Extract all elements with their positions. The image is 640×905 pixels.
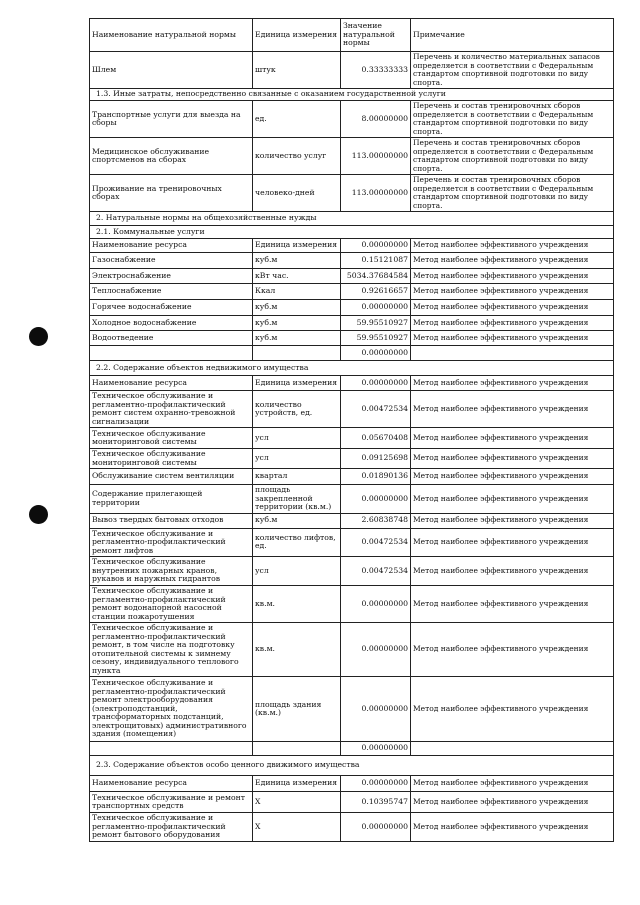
section-row: [90, 212, 614, 226]
cell-unit: количество лифтов, ед.: [253, 528, 341, 557]
table-row: [90, 101, 614, 138]
table-row: [90, 776, 614, 792]
cell-value: 0.00472534: [341, 557, 411, 586]
cell-value: 0.00000000: [341, 485, 411, 514]
table-row: [90, 253, 614, 269]
table-row: [90, 557, 614, 586]
cell-note: Метод наиболее эффективного учреждения: [411, 284, 614, 300]
cell-name: Обслуживание систем вентиляции: [90, 469, 253, 485]
cell-note: Метод наиболее эффективного учреждения: [411, 316, 614, 331]
cell-unit: человеко-дней: [253, 175, 341, 212]
table-row: [90, 138, 614, 175]
cell-note: Перечень и состав тренировочных сборов определяется в соответствии с Федеральным стандартом спортивной подготовки по виду спорта.: [411, 175, 614, 212]
cell-note: Метод наиболее эффективного учреждения: [411, 528, 614, 557]
cell-unit: [253, 742, 341, 756]
cell-note: Метод наиболее эффективного учреждения: [411, 813, 614, 842]
cell-value: 8.00000000: [341, 101, 411, 138]
section-title: 2. Натуральные нормы на общехозяйственные нужды: [90, 212, 614, 226]
cell-value: 0.00000000: [341, 239, 411, 253]
table-row: [90, 346, 614, 361]
table-row: [90, 284, 614, 300]
cell-unit: Единица измерения: [253, 376, 341, 391]
table-row: [90, 813, 614, 842]
cell-name: Техническое обслуживание и регламентно-профилактический ремонт водонапорной насосной станции пожаротушения: [90, 586, 253, 623]
cell-note: Метод наиболее эффективного учреждения: [411, 428, 614, 449]
cell-value: 0.00000000: [341, 376, 411, 391]
cell-name: Вывоз твердых бытовых отходов: [90, 513, 253, 528]
header-value: Значение натуральной нормы: [341, 19, 411, 52]
table-row: [90, 792, 614, 813]
cell-value: 2.60838748: [341, 513, 411, 528]
table-row: [90, 175, 614, 212]
cell-name: Техническое обслуживание мониторинговой системы: [90, 449, 253, 469]
cell-note: Перечень и состав тренировочных сборов определяется в соответствии с Федеральным стандартом спортивной подготовки по виду спорта.: [411, 101, 614, 138]
cell-name: Наименование ресурса: [90, 239, 253, 253]
cell-unit: усл: [253, 428, 341, 449]
cell-unit: усл: [253, 449, 341, 469]
cell-value: 0.00472534: [341, 528, 411, 557]
section-row: [90, 756, 614, 776]
cell-name: Техническое обслуживание внутренних пожарных кранов, рукавов и наружных гидрантов: [90, 557, 253, 586]
cell-note: Метод наиболее эффективного учреждения: [411, 269, 614, 284]
cell-name: Техническое обслуживание и регламентно-профилактический ремонт лифтов: [90, 528, 253, 557]
cell-name: Техническое обслуживание мониторинговой системы: [90, 428, 253, 449]
cell-unit: площадь закрепленной территории (кв.м.): [253, 485, 341, 514]
cell-name: Наименование ресурса: [90, 776, 253, 792]
cell-unit: усл: [253, 557, 341, 586]
cell-note: Перечень и состав тренировочных сборов определяется в соответствии с Федеральным стандартом спортивной подготовки по виду спорта.: [411, 138, 614, 175]
cell-value: 0.00000000: [341, 813, 411, 842]
cell-name: Содержание прилегающей территории: [90, 485, 253, 514]
cell-unit: количество устройств, ед.: [253, 391, 341, 428]
section-title: 2.1. Коммунальные услуги: [90, 226, 614, 239]
cell-note: Метод наиболее эффективного учреждения: [411, 677, 614, 742]
table-row: [90, 300, 614, 316]
cell-name: Проживание на тренировочных сборах: [90, 175, 253, 212]
table-row: [90, 586, 614, 623]
cell-unit: куб.м: [253, 300, 341, 316]
cell-note: Метод наиболее эффективного учреждения: [411, 449, 614, 469]
cell-name: Холодное водоснабжение: [90, 316, 253, 331]
cell-name: Техническое обслуживание и ремонт транспортных средств: [90, 792, 253, 813]
cell-value: 0.15121087: [341, 253, 411, 269]
cell-name: Техническое обслуживание и регламентно-профилактический ремонт электрооборудования (электроподстанций, трансформаторных подстанций, электрощитовых) административного здания (помещения): [90, 677, 253, 742]
cell-unit: куб.м: [253, 513, 341, 528]
cell-unit: [253, 346, 341, 361]
table-row: [90, 623, 614, 677]
cell-note: Метод наиболее эффективного учреждения: [411, 331, 614, 346]
cell-value: 0.33333333: [341, 52, 411, 89]
cell-name: Шлем: [90, 52, 253, 89]
cell-value: 0.00000000: [341, 677, 411, 742]
table-row: [90, 316, 614, 331]
cell-name: Горячее водоснабжение: [90, 300, 253, 316]
cell-note: Метод наиболее эффективного учреждения: [411, 485, 614, 514]
table-row: [90, 428, 614, 449]
cell-note: [411, 742, 614, 756]
cell-unit: штук: [253, 52, 341, 89]
cell-value: 0.92616657: [341, 284, 411, 300]
cell-name: Транспортные услуги для выезда на сборы: [90, 101, 253, 138]
cell-unit: площадь здания (кв.м.): [253, 677, 341, 742]
cell-unit: Х: [253, 792, 341, 813]
cell-unit: Ккал: [253, 284, 341, 300]
cell-note: Метод наиболее эффективного учреждения: [411, 586, 614, 623]
table-row: [90, 52, 614, 89]
cell-note: Метод наиболее эффективного учреждения: [411, 513, 614, 528]
cell-value: 5034.37684584: [341, 269, 411, 284]
cell-value: 0.00472534: [341, 391, 411, 428]
cell-name: Теплоснабжение: [90, 284, 253, 300]
cell-unit: кВт час.: [253, 269, 341, 284]
section-title: 2.3. Содержание объектов особо ценного движимого имущества: [90, 756, 614, 776]
table-row: [90, 513, 614, 528]
section-title: 2.2. Содержание объектов недвижимого имущества: [90, 361, 614, 376]
cell-value: 113.00000000: [341, 175, 411, 212]
cell-note: Метод наиболее эффективного учреждения: [411, 557, 614, 586]
cell-value: 0.01890136: [341, 469, 411, 485]
cell-value: 0.00000000: [341, 586, 411, 623]
cell-note: Метод наиболее эффективного учреждения: [411, 239, 614, 253]
header-name: Наименование натуральной нормы: [90, 19, 253, 52]
cell-name: Водоотведение: [90, 331, 253, 346]
section-row: [90, 361, 614, 376]
cell-note: Метод наиболее эффективного учреждения: [411, 792, 614, 813]
binder-hole-lower: [29, 505, 48, 524]
cell-note: Метод наиболее эффективного учреждения: [411, 391, 614, 428]
table-row: [90, 331, 614, 346]
cell-value: 113.00000000: [341, 138, 411, 175]
cell-name: Техническое обслуживание и регламентно-профилактический ремонт бытового оборудования: [90, 813, 253, 842]
table-row: [90, 469, 614, 485]
table-row: [90, 269, 614, 284]
cell-unit: Единица измерения: [253, 776, 341, 792]
table-row: [90, 391, 614, 428]
cell-unit: ед.: [253, 101, 341, 138]
cell-name: Газоснабжение: [90, 253, 253, 269]
table-row: [90, 485, 614, 514]
cell-note: [411, 346, 614, 361]
cell-value: 0.09125698: [341, 449, 411, 469]
cell-unit: куб.м: [253, 316, 341, 331]
cell-note: Метод наиболее эффективного учреждения: [411, 300, 614, 316]
section-row: [90, 226, 614, 239]
cell-name: [90, 346, 253, 361]
cell-value: 0.00000000: [341, 776, 411, 792]
norms-table: [89, 18, 614, 842]
cell-name: [90, 742, 253, 756]
cell-note: Перечень и количество материальных запасов определяется в соответствии с Федеральным стандартом спортивной подготовки по виду спорта.: [411, 52, 614, 89]
cell-name: Техническое обслуживание и регламентно-профилактический ремонт систем охранно-тревожной сигнализации: [90, 391, 253, 428]
cell-note: Метод наиболее эффективного учреждения: [411, 376, 614, 391]
cell-unit: куб.м: [253, 331, 341, 346]
cell-value: 59.95510927: [341, 331, 411, 346]
cell-value: 0.00000000: [341, 742, 411, 756]
cell-unit: кв.м.: [253, 623, 341, 677]
section-title: 1.3. Иные затраты, непосредственно связанные с оказанием государственной услуги: [90, 89, 614, 101]
cell-value: 59.95510927: [341, 316, 411, 331]
cell-value: 0.00000000: [341, 346, 411, 361]
cell-value: 0.00000000: [341, 300, 411, 316]
table-row: [90, 677, 614, 742]
cell-name: Техническое обслуживание и регламентно-профилактический ремонт, в том числе на подготовку отопительной системы к зимнему сезону, индивидуального теплового пункта: [90, 623, 253, 677]
table-row: [90, 528, 614, 557]
table-row: [90, 449, 614, 469]
cell-note: Метод наиболее эффективного учреждения: [411, 253, 614, 269]
header-unit: Единица измерения: [253, 19, 341, 52]
table-row: [90, 376, 614, 391]
cell-name: Медицинское обслуживание спортсменов на сборах: [90, 138, 253, 175]
cell-name: Наименование ресурса: [90, 376, 253, 391]
table-header-row: [90, 19, 614, 52]
cell-note: Метод наиболее эффективного учреждения: [411, 776, 614, 792]
cell-unit: Единица измерения: [253, 239, 341, 253]
section-row: [90, 89, 614, 101]
header-note: Примечание: [411, 19, 614, 52]
cell-unit: количество услуг: [253, 138, 341, 175]
cell-value: 0.10395747: [341, 792, 411, 813]
table-row: [90, 239, 614, 253]
cell-value: 0.05670408: [341, 428, 411, 449]
cell-unit: куб.м: [253, 253, 341, 269]
table-row: [90, 742, 614, 756]
cell-note: Метод наиболее эффективного учреждения: [411, 623, 614, 677]
binder-hole-upper: [29, 327, 48, 346]
norms-table-body: [90, 19, 614, 842]
cell-note: Метод наиболее эффективного учреждения: [411, 469, 614, 485]
cell-unit: кв.м.: [253, 586, 341, 623]
cell-unit: Х: [253, 813, 341, 842]
cell-unit: квартал: [253, 469, 341, 485]
cell-value: 0.00000000: [341, 623, 411, 677]
cell-name: Электроснабжение: [90, 269, 253, 284]
